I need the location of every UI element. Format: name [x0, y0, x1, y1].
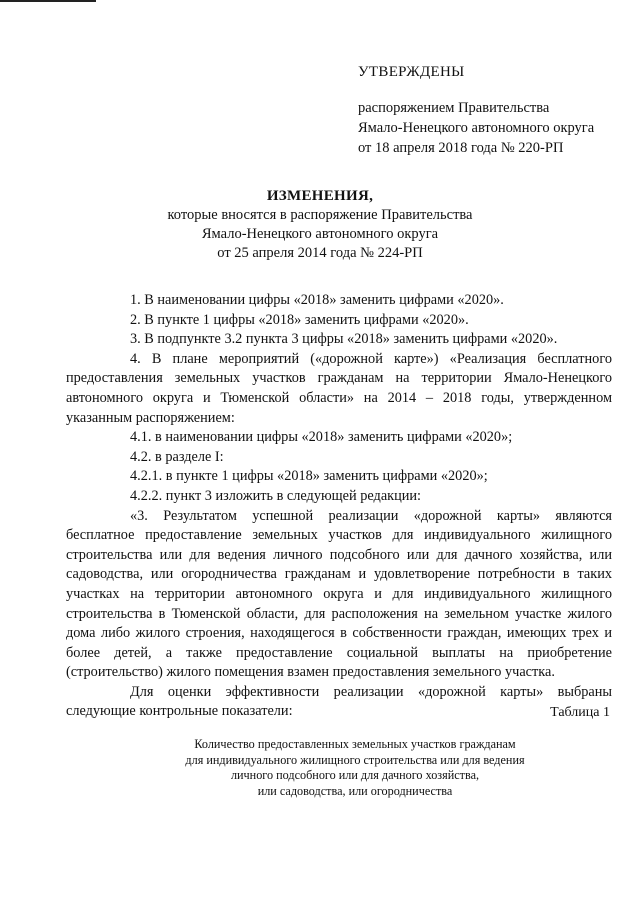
approval-line: распоряжением Правительства: [358, 100, 550, 116]
table-caption-line: личного подсобного или для дачного хозяйства,: [230, 768, 480, 782]
paragraph-indicators-intro: Для оценки эффективности реализации «дорожной карты» выбраны следующие контрольные показатели:: [66, 683, 612, 720]
document-body: [66, 291, 612, 722]
paragraph-item-3: 3. В подпункте 3.2 пункта 3 цифры «2018» заменить цифрами «2020».: [130, 331, 558, 348]
document-heading: [0, 186, 640, 263]
document-subtitle-line: от 25 апреля 2014 года № 224-РП: [217, 245, 423, 261]
table-label: Таблица 1: [550, 705, 610, 720]
paragraph-item-4-2: 4.2. в разделе I:: [130, 448, 224, 465]
table-caption: [0, 737, 640, 799]
paragraph-item-1: 1. В наименовании цифры «2018» заменить цифрами «2020».: [130, 292, 504, 308]
paragraph-quoted-item-3: «3. Результатом успешной реализации «дорожной карты» являются бесплатное предоставление земельных участков для индивидуального жилищного строительства или для ведения личного подсобного или для дачного хозяйства, или садоводства, или огородничества гражданам и удовлетворение потребности в таких участках на территории автономного округа и для индивидуального жилищного строительства в Тюменской области, для расположения на земельном участке жилого дома либо жилого строения, находящегося в собственности граждан, имеющих трех и более детей, а также предоставление социальной выплаты на приобретение (строительство) жилого помещения взамен предоставления земельного участка.: [66, 507, 612, 681]
table-caption-line: Количество предоставленных земельных участков гражданам: [194, 737, 516, 751]
document-title: ИЗМЕНЕНИЯ,: [266, 188, 374, 204]
approval-line: от 18 апреля 2018 года № 220-РП: [358, 140, 564, 156]
paragraph-item-4: 4. В плане мероприятий («дорожной карте») «Реализация бесплатного предоставления земельных участков гражданам на территории Ямало-Ненецкого автономного округа и Тюменской области» на 2014 – 2018 годы, утвержденном указанным распоряжением:: [66, 350, 612, 426]
paragraph-item-4-2-1: 4.2.1. в пункте 1 цифры «2018» заменить цифрами «2020»;: [130, 468, 488, 485]
paragraph-item-4-2-2: 4.2.2. пункт 3 изложить в следующей редакции:: [130, 487, 422, 504]
document-subtitle-line: Ямало-Ненецкого автономного округа: [201, 226, 439, 242]
scan-edge-mark: [0, 0, 96, 2]
approval-block: [358, 62, 628, 158]
paragraph-item-4-1: 4.1. в наименовании цифры «2018» заменить цифрами «2020»;: [130, 429, 513, 446]
document-subtitle-line: которые вносятся в распоряжение Правительства: [167, 207, 473, 223]
paragraph-item-2: 2. В пункте 1 цифры «2018» заменить цифрами «2020».: [130, 311, 469, 328]
approval-line: Ямало-Ненецкого автономного округа: [358, 120, 595, 136]
table-caption-line: для индивидуального жилищного строительства или для ведения: [185, 752, 525, 767]
approval-title: УТВЕРЖДЕНЫ: [358, 64, 465, 80]
table-caption-line: или садоводства, или огородничества: [257, 783, 453, 798]
